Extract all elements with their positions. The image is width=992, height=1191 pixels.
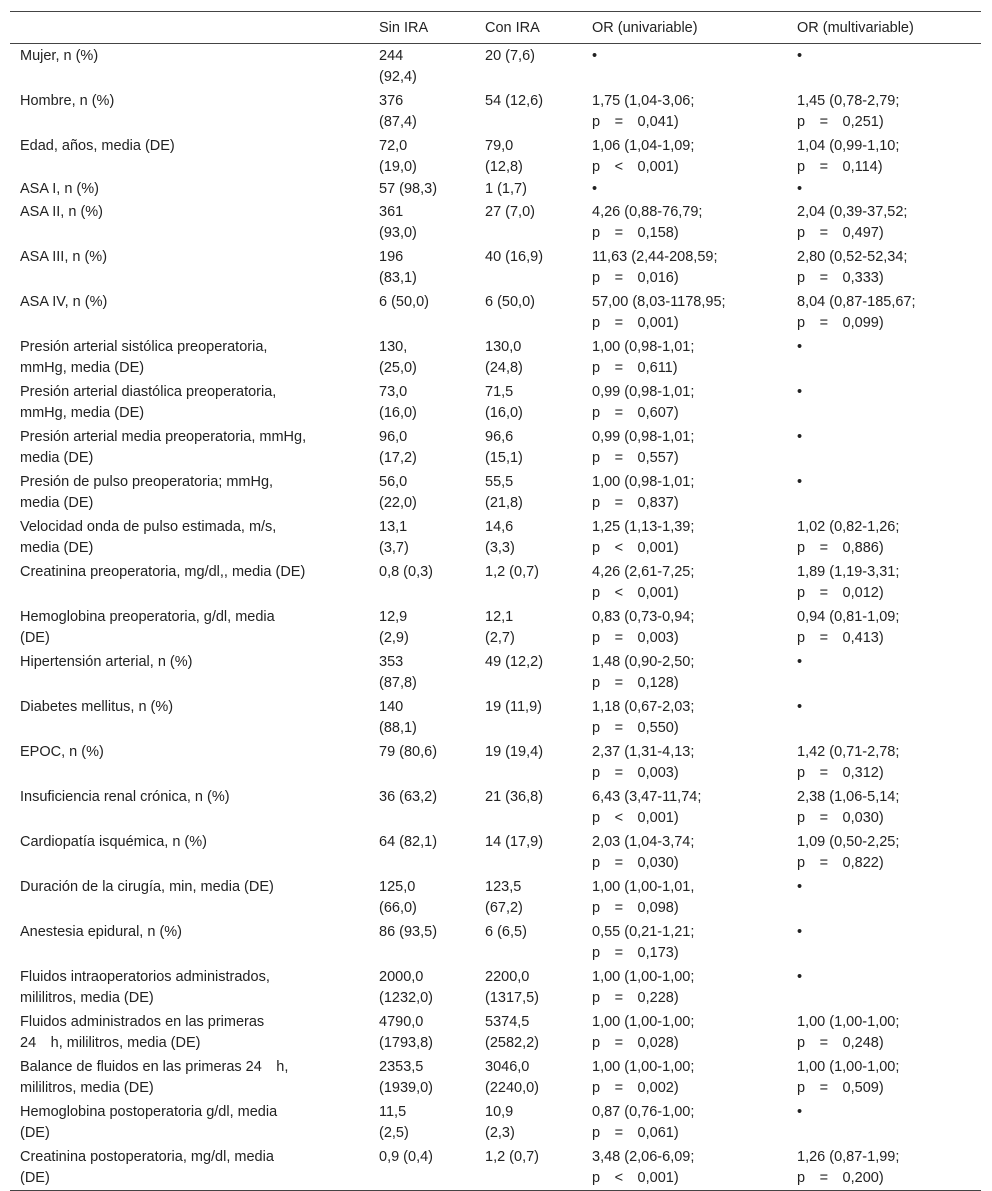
cell-sin-ira: 140 (88,1) bbox=[379, 699, 417, 736]
table-row bbox=[10, 695, 981, 740]
table-row bbox=[10, 1055, 981, 1100]
cell-con-ira: 71,5 (16,0) bbox=[485, 384, 523, 421]
cell-or-univariable: 1,00 (1,00-1,01, p = 0,098) bbox=[592, 879, 695, 916]
cell-sin-ira: 56,0 (22,0) bbox=[379, 474, 417, 511]
cell-or-univariable: 1,25 (1,13-1,39; p < 0,001) bbox=[592, 519, 695, 556]
cell-con-ira: 20 (7,6) bbox=[485, 48, 535, 64]
cell-variable: Insuficiencia renal crónica, n (%) bbox=[20, 789, 230, 805]
cell-variable: ASA I, n (%) bbox=[20, 181, 99, 197]
cell-or-multivariable: 1,02 (0,82-1,26; p = 0,886) bbox=[797, 519, 900, 556]
cell-or-univariable: 4,26 (2,61-7,25; p < 0,001) bbox=[592, 564, 695, 601]
cell-or-multivariable: 1,09 (0,50-2,25; p = 0,822) bbox=[797, 834, 900, 871]
cell-or-multivariable: 2,04 (0,39-37,52; p = 0,497) bbox=[797, 204, 908, 241]
table-row bbox=[10, 875, 981, 920]
cell-or-multivariable: 1,45 (0,78-2,79; p = 0,251) bbox=[797, 93, 900, 130]
cell-variable: ASA II, n (%) bbox=[20, 204, 103, 220]
cell-variable: Presión arterial media preoperatoria, mmHg, media (DE) bbox=[20, 429, 307, 466]
table-row bbox=[10, 470, 981, 515]
cell-variable: Presión arterial sistólica preoperatoria, mmHg, media (DE) bbox=[20, 339, 268, 376]
cell-or-univariable: 1,18 (0,67-2,03; p = 0,550) bbox=[592, 699, 695, 736]
table-row bbox=[10, 560, 981, 605]
cell-or-univariable: 1,00 (1,00-1,00; p = 0,228) bbox=[592, 969, 695, 1006]
cell-variable: Anestesia epidural, n (%) bbox=[20, 924, 182, 940]
table-row bbox=[10, 650, 981, 695]
cell-con-ira: 12,1 (2,7) bbox=[485, 609, 515, 646]
cell-sin-ira: 36 (63,2) bbox=[379, 789, 438, 805]
cell-sin-ira: 73,0 (16,0) bbox=[379, 384, 417, 421]
cell-or-multivariable: 1,04 (0,99-1,10; p = 0,114) bbox=[797, 138, 900, 175]
cell-sin-ira: 4790,0 (1793,8) bbox=[379, 1014, 434, 1051]
cell-or-univariable: 0,99 (0,98-1,01; p = 0,557) bbox=[592, 429, 695, 466]
cell-or-univariable: 1,00 (0,98-1,01; p = 0,837) bbox=[592, 474, 695, 511]
cell-sin-ira: 125,0 (66,0) bbox=[379, 879, 417, 916]
cell-or-multivariable: 2,80 (0,52-52,34; p = 0,333) bbox=[797, 249, 908, 286]
cell-or-multivariable: • bbox=[797, 654, 803, 670]
cell-variable: Creatinina preoperatoria, mg/dl,, media (DE) bbox=[20, 564, 306, 580]
cell-con-ira: 3046,0 (2240,0) bbox=[485, 1059, 540, 1096]
cell-or-multivariable: 1,26 (0,87-1,99; p = 0,200) bbox=[797, 1149, 900, 1186]
cell-sin-ira: 0,9 (0,4) bbox=[379, 1149, 433, 1165]
cell-sin-ira: 361 (93,0) bbox=[379, 204, 417, 241]
cell-sin-ira: 86 (93,5) bbox=[379, 924, 438, 940]
cell-sin-ira: 130, (25,0) bbox=[379, 339, 417, 376]
table-row bbox=[10, 920, 981, 965]
cell-sin-ira: 11,5 (2,5) bbox=[379, 1104, 409, 1141]
cell-or-univariable: 57,00 (8,03-1178,95; p = 0,001) bbox=[592, 294, 726, 331]
cell-con-ira: 10,9 (2,3) bbox=[485, 1104, 515, 1141]
cell-variable: Diabetes mellitus, n (%) bbox=[20, 699, 174, 715]
cell-variable: Hemoglobina postoperatoria g/dl, media (DE) bbox=[20, 1104, 278, 1141]
cell-con-ira: 6 (6,5) bbox=[485, 924, 527, 940]
cell-sin-ira: 96,0 (17,2) bbox=[379, 429, 417, 466]
results-table bbox=[10, 11, 981, 1191]
cell-con-ira: 130,0 (24,8) bbox=[485, 339, 523, 376]
cell-sin-ira: 79 (80,6) bbox=[379, 744, 438, 760]
cell-or-multivariable: 0,94 (0,81-1,09; p = 0,413) bbox=[797, 609, 900, 646]
cell-con-ira: 1,2 (0,7) bbox=[485, 564, 539, 580]
cell-sin-ira: 2000,0 (1232,0) bbox=[379, 969, 434, 1006]
cell-or-multivariable: 1,00 (1,00-1,00; p = 0,509) bbox=[797, 1059, 900, 1096]
table-row bbox=[10, 245, 981, 290]
cell-con-ira: 21 (36,8) bbox=[485, 789, 544, 805]
table-row bbox=[10, 44, 981, 90]
table-row bbox=[10, 134, 981, 179]
cell-or-univariable: • bbox=[592, 181, 598, 197]
cell-con-ira: 19 (11,9) bbox=[485, 699, 542, 715]
cell-or-univariable: 1,00 (1,00-1,00; p = 0,002) bbox=[592, 1059, 695, 1096]
table-row bbox=[10, 605, 981, 650]
cell-con-ira: 96,6 (15,1) bbox=[485, 429, 523, 466]
cell-variable: Presión arterial diastólica preoperatoria, mmHg, media (DE) bbox=[20, 384, 277, 421]
cell-or-multivariable: • bbox=[797, 924, 803, 940]
cell-or-univariable: 4,26 (0,88-76,79; p = 0,158) bbox=[592, 204, 703, 241]
cell-con-ira: 54 (12,6) bbox=[485, 93, 544, 109]
cell-or-univariable: 1,48 (0,90-2,50; p = 0,128) bbox=[592, 654, 695, 691]
header-con-ira: Con IRA bbox=[485, 19, 540, 36]
cell-con-ira: 40 (16,9) bbox=[485, 249, 544, 265]
table-row bbox=[10, 740, 981, 785]
cell-con-ira: 1,2 (0,7) bbox=[485, 1149, 539, 1165]
cell-or-univariable: 1,00 (1,00-1,00; p = 0,028) bbox=[592, 1014, 695, 1051]
table-row bbox=[10, 965, 981, 1010]
cell-sin-ira: 72,0 (19,0) bbox=[379, 138, 417, 175]
table-row bbox=[10, 425, 981, 470]
cell-con-ira: 19 (19,4) bbox=[485, 744, 544, 760]
table-row bbox=[10, 380, 981, 425]
table-row bbox=[10, 1145, 981, 1191]
cell-sin-ira: 13,1 (3,7) bbox=[379, 519, 409, 556]
header-or-multivariable: OR (multivariable) bbox=[797, 19, 914, 36]
cell-variable: Creatinina postoperatoria, mg/dl, media (DE) bbox=[20, 1149, 274, 1186]
table-row bbox=[10, 1010, 981, 1055]
cell-variable: Hombre, n (%) bbox=[20, 93, 115, 109]
cell-con-ira: 14,6 (3,3) bbox=[485, 519, 515, 556]
cell-sin-ira: 196 (83,1) bbox=[379, 249, 417, 286]
cell-con-ira: 14 (17,9) bbox=[485, 834, 544, 850]
cell-or-univariable: 0,99 (0,98-1,01; p = 0,607) bbox=[592, 384, 695, 421]
cell-or-multivariable: • bbox=[797, 384, 803, 400]
table-row bbox=[10, 830, 981, 875]
cell-or-multivariable: 8,04 (0,87-185,67; p = 0,099) bbox=[797, 294, 916, 331]
cell-or-multivariable: 2,38 (1,06-5,14; p = 0,030) bbox=[797, 789, 900, 826]
table-row bbox=[10, 785, 981, 830]
cell-con-ira: 2200,0 (1317,5) bbox=[485, 969, 540, 1006]
cell-variable: ASA IV, n (%) bbox=[20, 294, 108, 310]
cell-or-univariable: • bbox=[592, 48, 598, 64]
cell-con-ira: 5374,5 (2582,2) bbox=[485, 1014, 540, 1051]
cell-sin-ira: 12,9 (2,9) bbox=[379, 609, 409, 646]
cell-or-multivariable: • bbox=[797, 1104, 803, 1120]
cell-con-ira: 49 (12,2) bbox=[485, 654, 544, 670]
cell-or-univariable: 6,43 (3,47-11,74; p < 0,001) bbox=[592, 789, 702, 826]
cell-con-ira: 27 (7,0) bbox=[485, 204, 535, 220]
cell-sin-ira: 244 (92,4) bbox=[379, 48, 417, 85]
table-row bbox=[10, 1100, 981, 1145]
results-table-container bbox=[10, 11, 981, 1191]
cell-variable: Balance de fluidos en las primeras 24 h, mililitros, media (DE) bbox=[20, 1059, 289, 1096]
header-variable bbox=[10, 12, 369, 44]
cell-variable: Fluidos administrados en las primeras 24 h, mililitros, media (DE) bbox=[20, 1014, 265, 1051]
cell-sin-ira: 6 (50,0) bbox=[379, 294, 429, 310]
header-or-univariable: OR (univariable) bbox=[592, 19, 698, 36]
cell-or-univariable: 1,75 (1,04-3,06; p = 0,041) bbox=[592, 93, 695, 130]
table-body bbox=[10, 44, 981, 1191]
cell-or-multivariable: • bbox=[797, 879, 803, 895]
table-row bbox=[10, 89, 981, 134]
table-row bbox=[10, 200, 981, 245]
cell-or-multivariable: • bbox=[797, 474, 803, 490]
cell-con-ira: 1 (1,7) bbox=[485, 181, 527, 197]
cell-con-ira: 6 (50,0) bbox=[485, 294, 535, 310]
cell-or-multivariable: • bbox=[797, 339, 803, 355]
cell-or-multivariable: • bbox=[797, 48, 803, 64]
cell-or-univariable: 11,63 (2,44-208,59; p = 0,016) bbox=[592, 249, 718, 286]
cell-or-multivariable: • bbox=[797, 181, 803, 197]
cell-or-multivariable: • bbox=[797, 699, 803, 715]
header-sin-ira: Sin IRA bbox=[379, 19, 429, 36]
cell-sin-ira: 2353,5 (1939,0) bbox=[379, 1059, 434, 1096]
cell-sin-ira: 0,8 (0,3) bbox=[379, 564, 433, 580]
cell-sin-ira: 57 (98,3) bbox=[379, 181, 438, 197]
table-row bbox=[10, 335, 981, 380]
cell-sin-ira: 64 (82,1) bbox=[379, 834, 438, 850]
cell-variable: Fluidos intraoperatorios administrados, mililitros, media (DE) bbox=[20, 969, 270, 1006]
cell-or-multivariable: 1,42 (0,71-2,78; p = 0,312) bbox=[797, 744, 900, 781]
cell-con-ira: 79,0 (12,8) bbox=[485, 138, 523, 175]
cell-or-univariable: 3,48 (2,06-6,09; p < 0,001) bbox=[592, 1149, 695, 1186]
cell-or-univariable: 0,83 (0,73-0,94; p = 0,003) bbox=[592, 609, 695, 646]
cell-variable: Presión de pulso preoperatoria; mmHg, media (DE) bbox=[20, 474, 274, 511]
cell-variable: Mujer, n (%) bbox=[20, 48, 99, 64]
cell-variable: EPOC, n (%) bbox=[20, 744, 104, 760]
cell-con-ira: 123,5 (67,2) bbox=[485, 879, 523, 916]
table-row bbox=[10, 515, 981, 560]
cell-variable: Hipertensión arterial, n (%) bbox=[20, 654, 193, 670]
header-row bbox=[10, 12, 981, 44]
cell-or-multivariable: • bbox=[797, 969, 803, 985]
cell-variable: ASA III, n (%) bbox=[20, 249, 108, 265]
cell-or-multivariable: 1,89 (1,19-3,31; p = 0,012) bbox=[797, 564, 900, 601]
cell-variable: Cardiopatía isquémica, n (%) bbox=[20, 834, 207, 850]
cell-variable: Velocidad onda de pulso estimada, m/s, media (DE) bbox=[20, 519, 277, 556]
cell-variable: Duración de la cirugía, min, media (DE) bbox=[20, 879, 274, 895]
cell-or-multivariable: 1,00 (1,00-1,00; p = 0,248) bbox=[797, 1014, 900, 1051]
cell-or-univariable: 0,87 (0,76-1,00; p = 0,061) bbox=[592, 1104, 695, 1141]
cell-variable: Hemoglobina preoperatoria, g/dl, media (DE) bbox=[20, 609, 275, 646]
table-header bbox=[10, 12, 981, 44]
cell-variable: Edad, años, media (DE) bbox=[20, 138, 175, 154]
cell-or-multivariable: • bbox=[797, 429, 803, 445]
cell-or-univariable: 1,00 (0,98-1,01; p = 0,611) bbox=[592, 339, 695, 376]
cell-or-univariable: 0,55 (0,21-1,21; p = 0,173) bbox=[592, 924, 695, 961]
cell-or-univariable: 2,37 (1,31-4,13; p = 0,003) bbox=[592, 744, 695, 781]
table-row bbox=[10, 179, 981, 200]
cell-sin-ira: 376 (87,4) bbox=[379, 93, 417, 130]
cell-or-univariable: 2,03 (1,04-3,74; p = 0,030) bbox=[592, 834, 695, 871]
cell-sin-ira: 353 (87,8) bbox=[379, 654, 417, 691]
table-row bbox=[10, 290, 981, 335]
cell-or-univariable: 1,06 (1,04-1,09; p < 0,001) bbox=[592, 138, 695, 175]
cell-con-ira: 55,5 (21,8) bbox=[485, 474, 523, 511]
